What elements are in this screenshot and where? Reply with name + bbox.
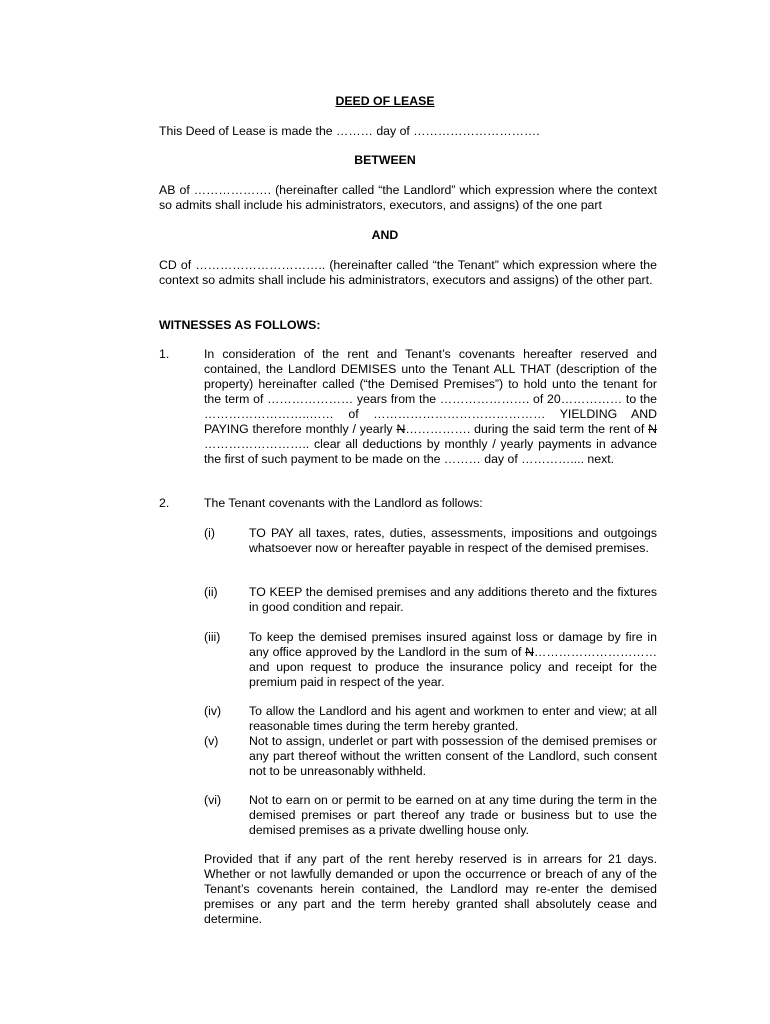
clause-1-text-part2: ……………. during the said term the rent of: [405, 422, 649, 436]
item-iii-text-part1: To keep the demised premises insured against loss or damage by fire in any office approved by the Landlord in the sum of: [249, 630, 657, 659]
proviso-paragraph: Provided that if any part of the rent hereby reserved is in arrears for 21 days. Whether or not lawfully demanded or upon the occurrence or breach of any of the Tenant’s covenants herein contained, the Landlord may re-enter the demised premises or any part and the term hereby granted shall absolutely cease and determine.: [204, 852, 657, 926]
clause-1-text: [204, 347, 657, 467]
clause-2-item-iii-text: [249, 630, 657, 690]
clause-1-text-part3: …………………….. clear all deductions by monthly / yearly payments in advance the first of such payment to be made on the ……… day of ………….... next.: [204, 437, 657, 466]
party-a-paragraph: AB of ………………. (hereinafter called “the Landlord” which expression where the context so admits shall include his administrators, executors, and assigns) of the one part: [159, 183, 657, 212]
witnesses-heading: WITNESSES AS FOLLOWS:: [159, 318, 321, 332]
item-iii-text-part2: ………………………… and upon request to produce the insurance policy and receipt for the premium paid in respect of the year.: [249, 645, 657, 689]
clause-2-text: The Tenant covenants with the Landlord as follows:: [204, 496, 483, 510]
naira-symbol: N: [525, 645, 535, 659]
clause-2-item-iii-number: (iii): [204, 630, 221, 644]
clause-2-item-ii-text: TO KEEP the demised premises and any additions thereto and the fixtures in good condition and repair.: [249, 585, 657, 614]
party-b-paragraph: CD of ………………………….. (hereinafter called “the Tenant” which expression where the context so admits shall include his administrators, executors and assigns) of the other part.: [159, 258, 657, 287]
clause-2-item-vi-text: Not to earn on or permit to be earned on at any time during the term in the demised premises or part thereof any trade or business but to use the demised premises as a private dwelling house only.: [249, 793, 657, 837]
clause-1-text-part1: In consideration of the rent and Tenant’s covenants hereafter reserved and contained, the Landlord DEMISES unto the Tenant ALL THAT (description of the property) hereinafter called (“the Demised Premises”) to hold unto the tenant for the term of ………………… years from the …………………. of 20…………… to the ……………………..…… of …………………………………… YIELDING AND PAYING therefore monthly / yearly: [204, 347, 657, 436]
between-heading: BETWEEN: [354, 153, 416, 167]
clause-1-number: 1.: [159, 347, 170, 361]
clause-2-item-v-text: Not to assign, underlet or part with possession of the demised premises or any part thereof without the written consent of the Landlord, such consent not to be unreasonably withheld.: [249, 734, 657, 778]
document-title: DEED OF LEASE: [335, 94, 435, 108]
intro-paragraph: This Deed of Lease is made the ……… day of ………………………….: [159, 124, 540, 138]
naira-symbol: N: [648, 422, 658, 436]
clause-2-item-i-number: (i): [204, 526, 215, 540]
clause-2-item-ii-number: (ii): [204, 585, 218, 599]
clause-2-item-vi-number: (vi): [204, 793, 222, 807]
clause-2-item-i-text: TO PAY all taxes, rates, duties, assessments, impositions and outgoings whatsoever now or hereafter payable in respect of the demised premises.: [249, 526, 657, 555]
naira-symbol: N: [396, 422, 406, 436]
clause-2-number: 2.: [159, 496, 170, 510]
clause-2-item-iv-number: (iv): [204, 704, 222, 718]
clause-2-item-v-number: (v): [204, 734, 219, 748]
clause-2-item-iv-text: To allow the Landlord and his agent and workmen to enter and view; at all reasonable times during the term hereby granted.: [249, 704, 657, 733]
and-heading: AND: [371, 228, 399, 242]
